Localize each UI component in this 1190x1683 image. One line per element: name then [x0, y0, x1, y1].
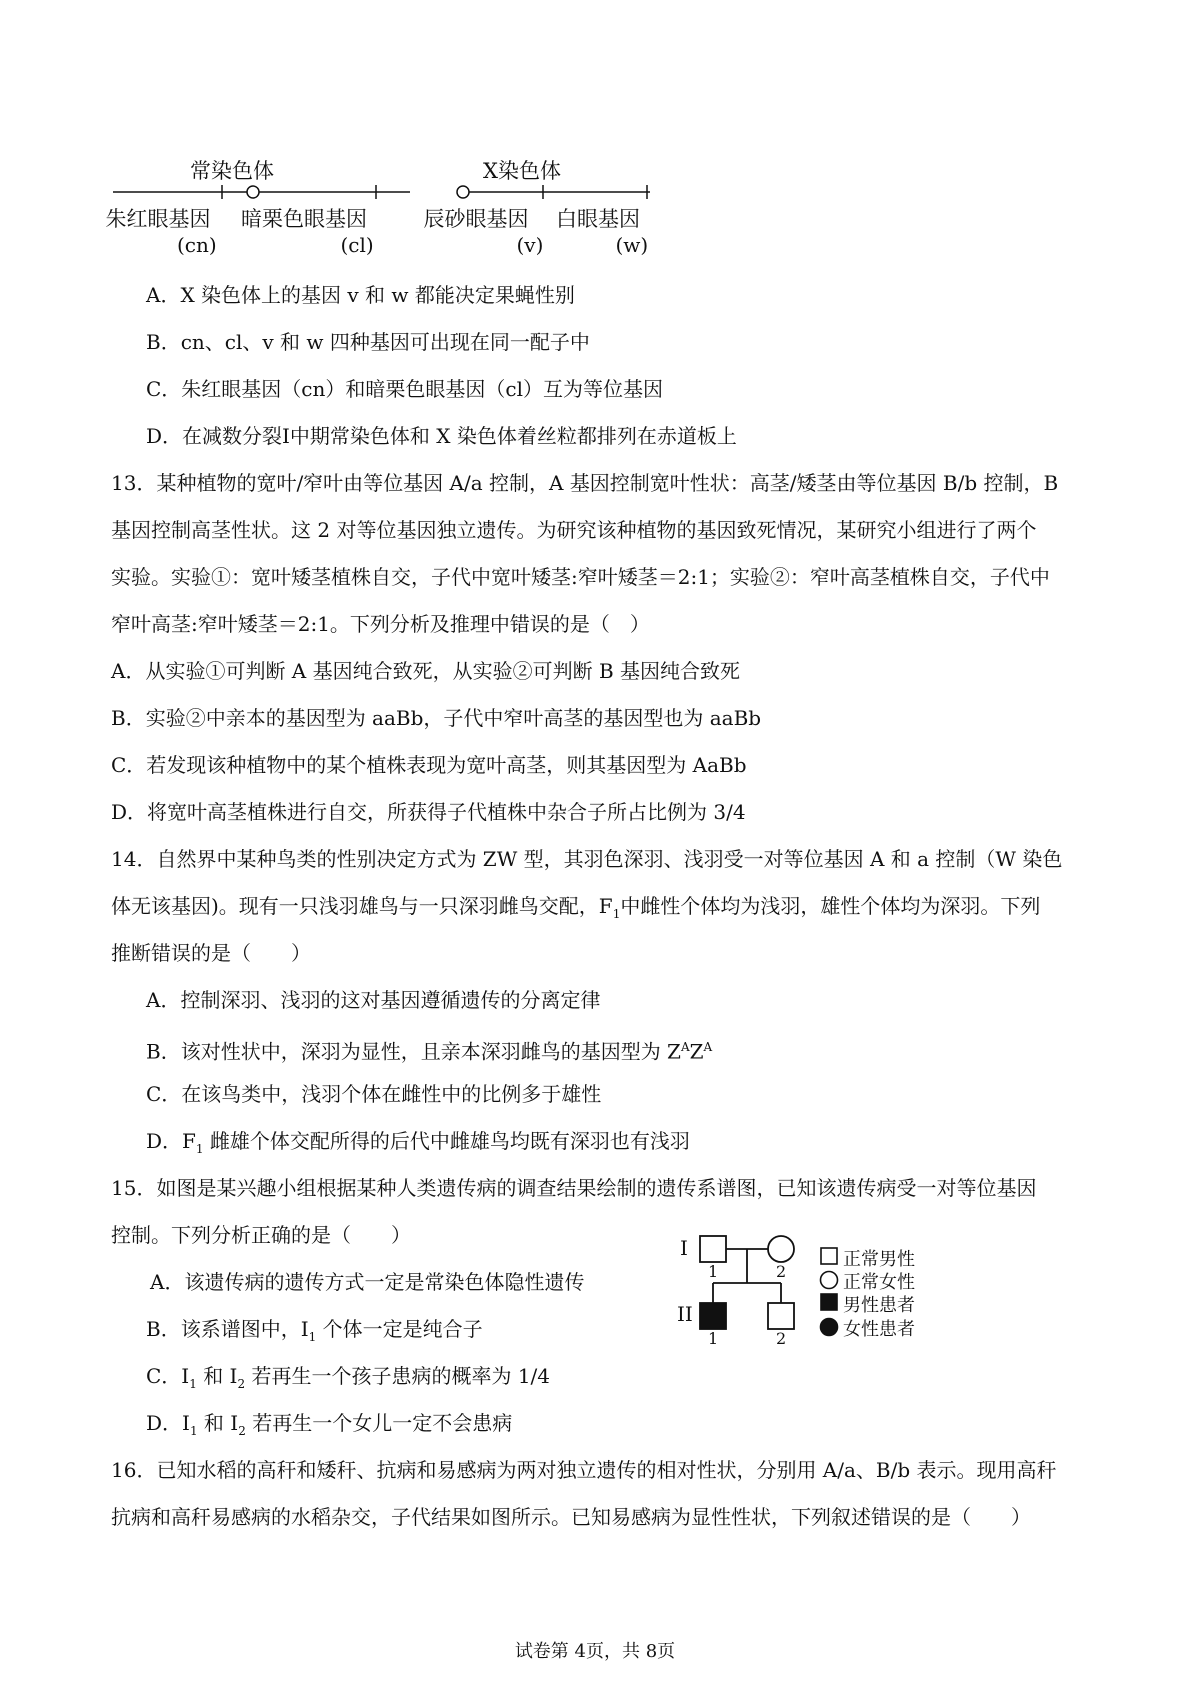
q16-stem-line-2: 抗病和高秆易感病的水稻杂交，子代结果如图所示。已知易感病为显性性状，下列叙述错误的是（ ） [111, 1505, 1031, 1529]
q13-option-a: A．从实验①可判断 A 基因纯合致死，从实验②可判断 B 基因纯合致死 [111, 659, 741, 683]
superscript: A [680, 1040, 690, 1054]
q15-option-text: 个体一定是纯合子 [316, 1317, 483, 1341]
q14-option-text: 雌雄个体交配所得的后代中雌雄鸟均既有深羽也有浅羽 [203, 1129, 690, 1153]
superscript: A [703, 1040, 713, 1054]
q13-stem-line-3: 实验。实验①：宽叶矮茎植株自交，子代中宽叶矮茎:窄叶矮茎＝2:1；实验②：窄叶高茎植株自交，子代中 [111, 565, 1050, 589]
q14-stem-line-3: 推断错误的是（ ） [111, 941, 311, 965]
q15-option-c [146, 1363, 550, 1397]
q14-option-text: D．F [146, 1129, 196, 1153]
subscript: 2 [237, 1377, 246, 1391]
pedigree-number: 2 [776, 1329, 787, 1348]
q14-option-a: A．控制深羽、浅羽的这对基因遵循遗传的分离定律 [146, 988, 601, 1012]
pedigree-number: 1 [708, 1262, 719, 1281]
q15-stem-line-1: 15．如图是某兴趣小组根据某种人类遗传病的调查结果绘制的遗传系谱图，已知该遗传病受一对等位基因 [111, 1176, 1037, 1200]
q16-stem-line-1: 16．已知水稻的高秆和矮秆、抗病和易感病为两对独立遗传的相对性状，分别用 A/a、B/b 表示。现用高秆 [111, 1458, 1057, 1482]
q12-option-d: D．在减数分裂Ⅰ中期常染色体和 X 染色体着丝粒都排列在赤道板上 [146, 424, 737, 448]
q15-option-a: A．该遗传病的遗传方式一定是常染色体隐性遗传 [150, 1270, 585, 1294]
gene-w-abbr: (w) [615, 233, 649, 257]
q13-stem-line-1: 13．某种植物的宽叶/窄叶由等位基因 A/a 控制，A 基因控制宽叶性状：高茎/矮茎由等位基因 B/b 控制，B [111, 471, 1059, 495]
q14-option-text: Z [689, 1039, 704, 1064]
subscript: 1 [308, 1330, 317, 1344]
pedigree-number: 1 [708, 1329, 719, 1348]
q14-option-c: C．在该鸟类中，浅羽个体在雌性中的比例多于雄性 [146, 1082, 602, 1106]
q15-stem-line-2: 控制。下列分析正确的是（ ） [111, 1223, 411, 1247]
q15-option-text: 若再生一个女儿一定不会患病 [245, 1411, 513, 1435]
legend-normal-female: 正常女性 [843, 1272, 915, 1293]
q15-option-text: B．该系谱图中，I [146, 1317, 309, 1341]
q13-stem-line-4: 窄叶高茎:窄叶矮茎＝2:1。下列分析及推理中错误的是（ ） [111, 612, 650, 636]
x-chromosome-title: X染色体 [483, 159, 561, 183]
q13-stem-line-2: 基因控制高茎性状。这 2 对等位基因独立遗传。为研究该种植物的基因致死情况，某研究小组进行了两个 [111, 518, 1037, 542]
q14-stem-line-1: 14．自然界中某种鸟类的性别决定方式为 ZW 型，其羽色深羽、浅羽受一对等位基因 A 和 a 控制（W 染色 [111, 847, 1063, 871]
q14-stem-text: 体无该基因)。现有一只浅羽雄鸟与一只深羽雌鸟交配，F [111, 894, 613, 918]
gene-v-abbr: (v) [516, 233, 544, 257]
pedigree-gen-2-label: II [677, 1302, 693, 1326]
q15-option-text: D．I [146, 1411, 190, 1435]
subscript: 1 [195, 1142, 204, 1156]
page-footer: 试卷第 4页，共 8页 [514, 1641, 676, 1662]
subscript: 1 [189, 1424, 198, 1438]
q14-stem-text: 中雌性个体均为浅羽，雄性个体均为深羽。下列 [620, 894, 1041, 918]
pedigree-gen-1-label: I [680, 1236, 688, 1260]
legend-affected-female: 女性患者 [843, 1319, 915, 1340]
autosome-title: 常染色体 [190, 159, 274, 183]
q12-option-c: C．朱红眼基因（cn）和暗栗色眼基因（cl）互为等位基因 [146, 377, 663, 401]
q12-option-a: A．X 染色体上的基因 v 和 w 都能决定果蝇性别 [146, 283, 575, 307]
q13-option-d: D．将宽叶高茎植株进行自交，所获得子代植株中杂合子所占比例为 3/4 [111, 800, 746, 824]
gene-cl-label: 暗栗色眼基因 [241, 207, 367, 231]
subscript: 1 [189, 1377, 197, 1391]
gene-cn-label: 朱红眼基因 [105, 207, 211, 231]
subscript: 1 [612, 907, 621, 921]
q13-option-c: C．若发现该种植物中的某个植株表现为宽叶高茎，则其基因型为 AaBb [111, 753, 747, 777]
q15-option-text: 和 I [197, 1411, 239, 1435]
gene-w-label: 白眼基因 [556, 207, 640, 231]
gene-v-label: 辰砂眼基因 [423, 207, 529, 231]
q15-option-d [146, 1410, 512, 1444]
q15-option-text: 若再生一个孩子患病的概率为 1/4 [245, 1364, 551, 1388]
legend-affected-male: 男性患者 [843, 1295, 915, 1316]
q12-option-b: B．cn、cl、v 和 w 四种基因可出现在同一配子中 [146, 330, 590, 354]
q14-option-text: B．该对性状中，深羽为显性，且亲本深羽雌鸟的基因型为 Z [146, 1039, 681, 1064]
q15-option-text: C．I [146, 1364, 190, 1388]
subscript: 2 [238, 1424, 246, 1438]
gene-cn-abbr: (cn) [177, 233, 217, 257]
gene-cl-abbr: (cl) [340, 233, 374, 257]
pedigree-number: 2 [776, 1262, 787, 1281]
q13-option-b: B．实验②中亲本的基因型为 aaBb，子代中窄叶高茎的基因型也为 aaBb [111, 706, 762, 730]
legend-normal-male: 正常男性 [843, 1249, 915, 1270]
q15-option-text: 和 I [196, 1364, 238, 1388]
